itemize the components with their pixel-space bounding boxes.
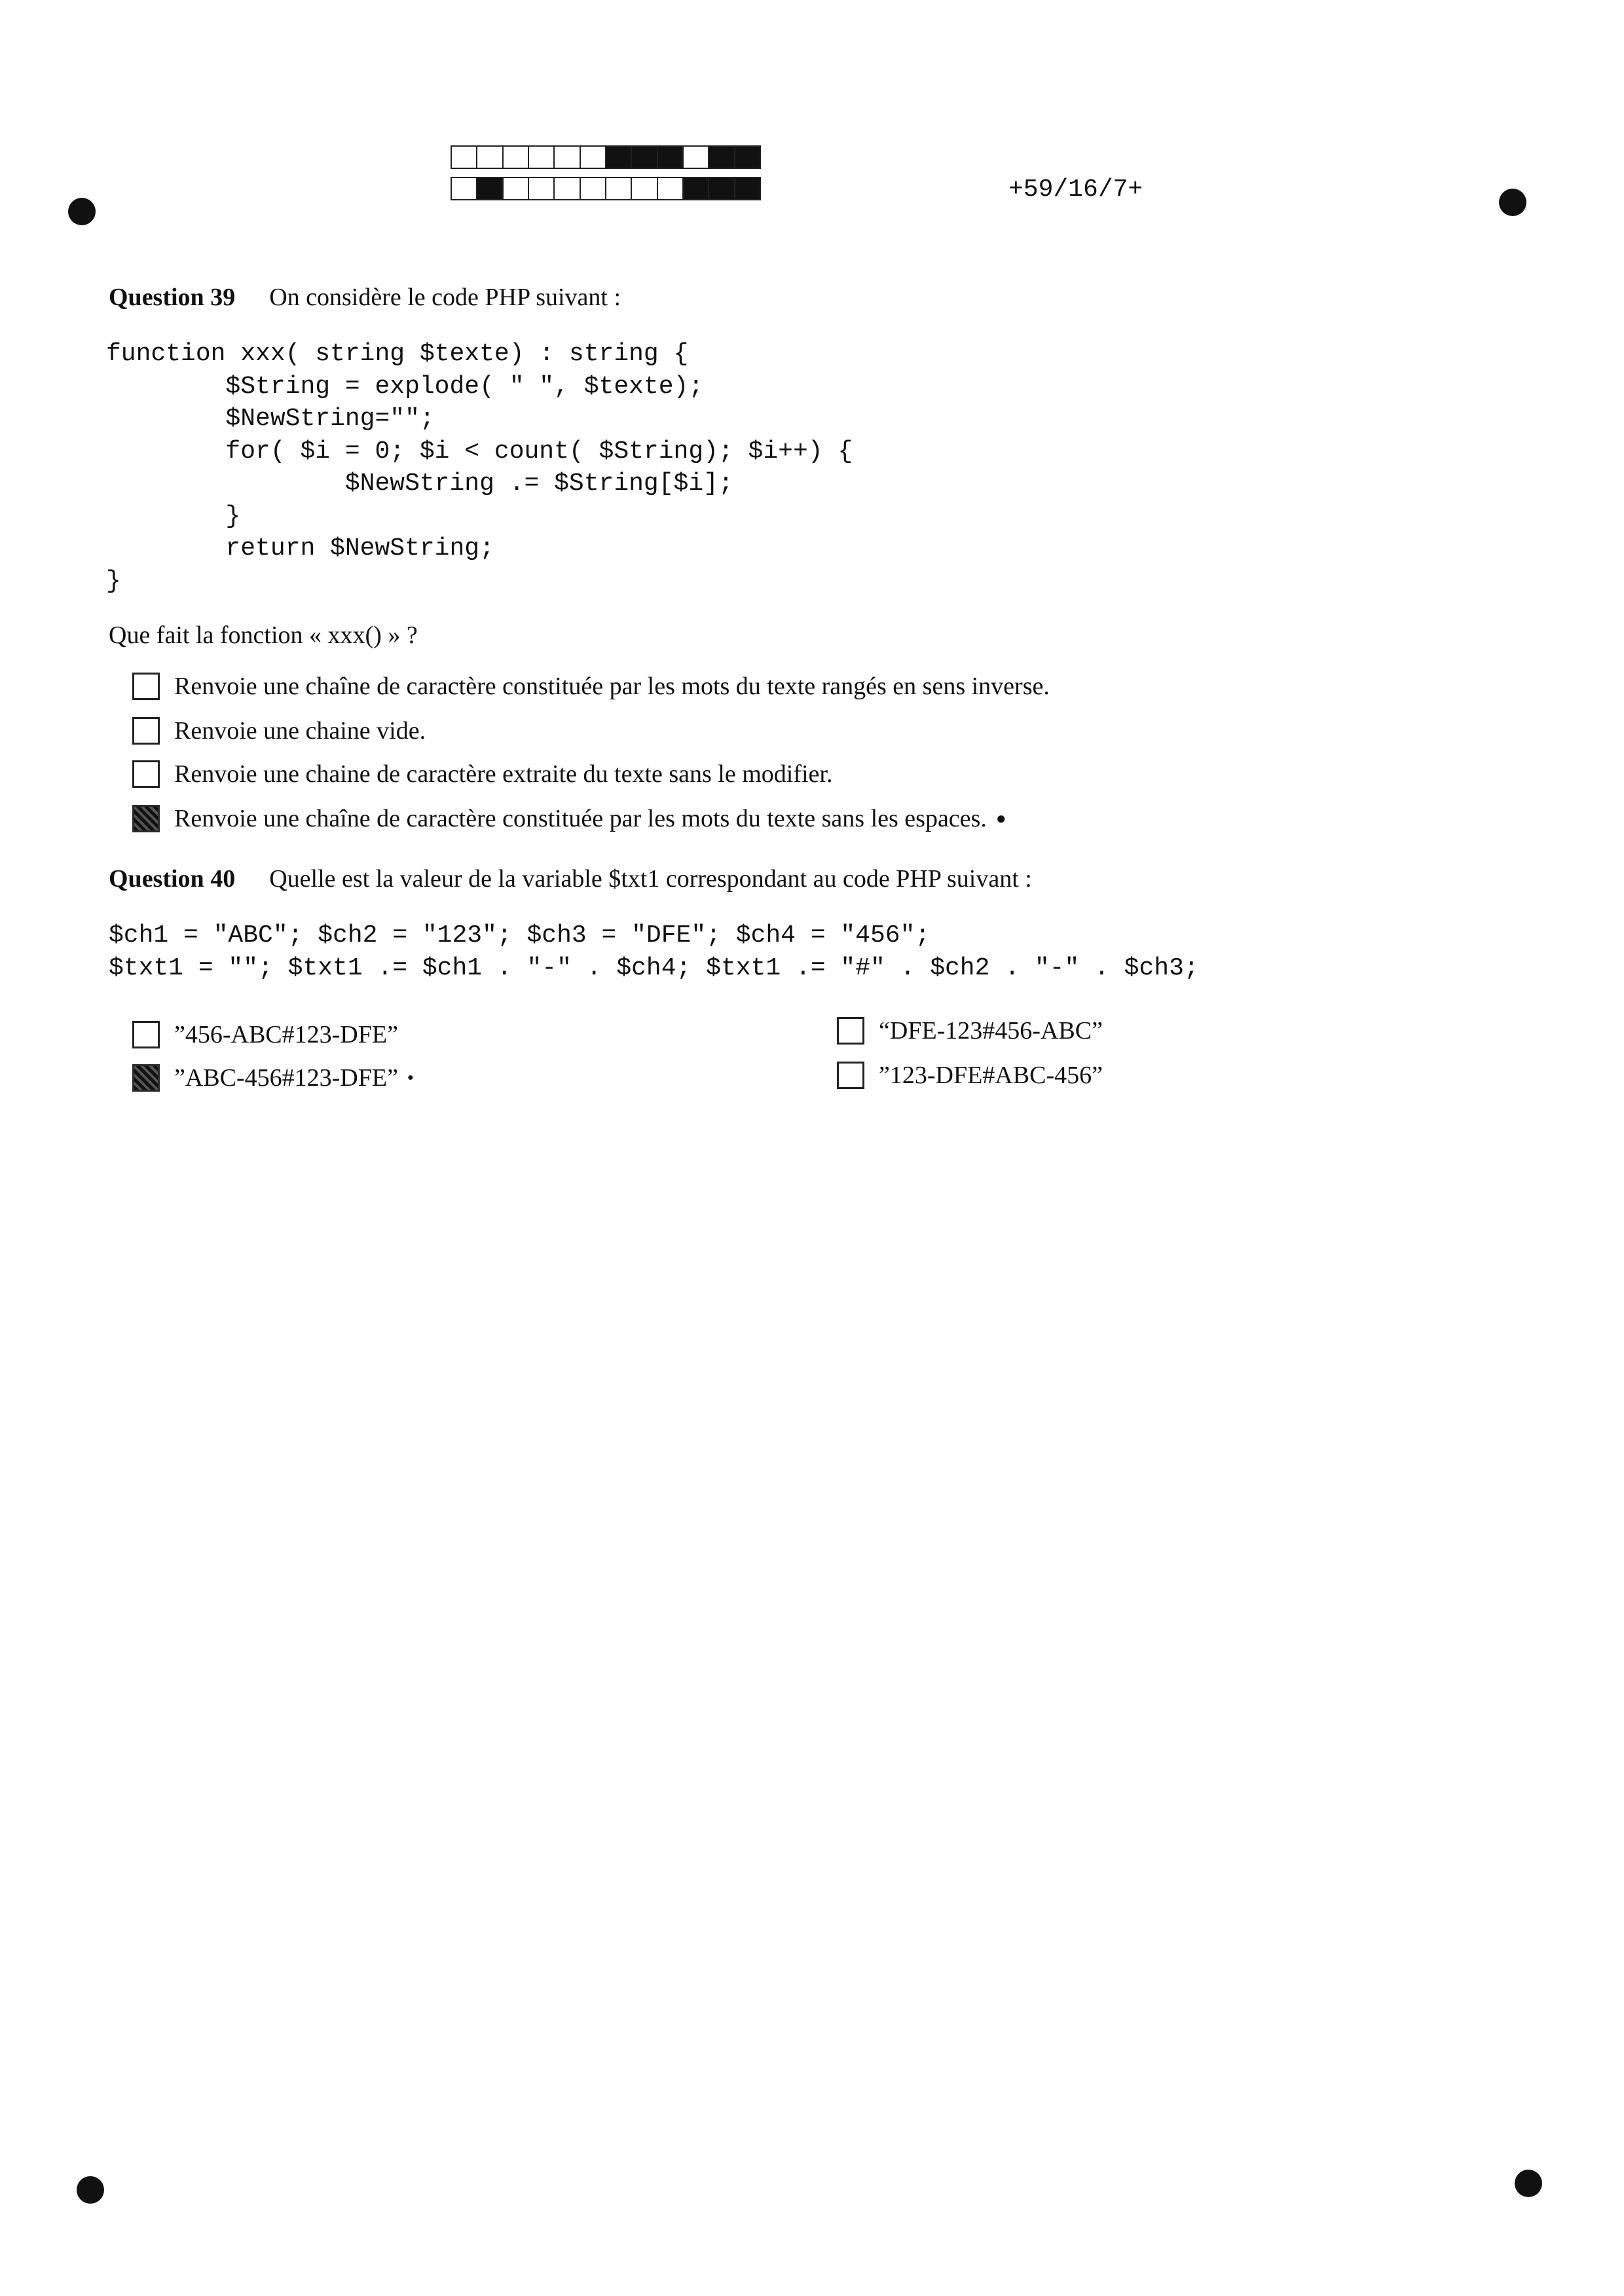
barcode-cell [605, 145, 632, 169]
option-text: ”456-ABC#123-DFE” [174, 1021, 398, 1048]
option-text: ”123-DFE#ABC-456” [879, 1062, 1103, 1089]
barcode-cell [734, 145, 761, 169]
option-text: “DFE-123#456-ABC” [879, 1017, 1103, 1045]
barcode-cell [528, 177, 555, 200]
pen-mark: ● [407, 1072, 414, 1083]
q39-option-3[interactable] [132, 760, 832, 788]
barcode-cell [451, 177, 477, 200]
checkbox[interactable] [132, 717, 160, 745]
checkbox[interactable] [837, 1017, 864, 1045]
question-39-header [109, 283, 621, 312]
barcode-cell [580, 145, 606, 169]
barcode-cell [682, 177, 709, 200]
barcode-cell [476, 145, 503, 169]
pen-mark: ● [995, 809, 1006, 828]
q39-option-2[interactable] [132, 716, 426, 745]
registration-dot-top-right [1499, 189, 1526, 216]
barcode-cell [502, 177, 529, 200]
q40-option-3[interactable] [837, 1016, 1103, 1045]
checkbox-checked[interactable] [132, 805, 160, 832]
question-label: Question 40 [109, 865, 236, 893]
page-id: +59/16/7+ [1008, 176, 1143, 204]
barcode-cell [708, 177, 735, 200]
option-text: Renvoie une chaine de caractère extraite du texte sans le modifier. [174, 760, 833, 788]
barcode-cell [451, 145, 477, 169]
q40-option-1[interactable] [132, 1020, 398, 1049]
option-text: Renvoie une chaîne de caractère constituée par les mots du texte sans les espaces. [174, 805, 987, 832]
checkbox[interactable] [837, 1062, 864, 1089]
question-label: Question 39 [109, 284, 236, 311]
barcode-cell [553, 177, 580, 200]
barcode-cell [502, 145, 529, 169]
barcode-cell [528, 145, 555, 169]
checkbox[interactable] [132, 673, 160, 700]
option-text: Renvoie une chaine vide. [174, 717, 426, 745]
registration-dot-bottom-right [1515, 2170, 1542, 2197]
barcode-row-2 [451, 177, 760, 200]
question-text: On considère le code PHP suivant : [269, 284, 621, 311]
question-40-header [109, 864, 1032, 893]
barcode-cell [657, 177, 684, 200]
checkbox[interactable] [132, 760, 160, 788]
barcode-cell [476, 177, 503, 200]
q40-option-4[interactable] [837, 1061, 1103, 1090]
option-text: ”ABC-456#123-DFE” [174, 1064, 398, 1092]
q40-option-2[interactable] [132, 1064, 414, 1092]
registration-dot-bottom-left [77, 2176, 104, 2204]
barcode-cell [682, 145, 709, 169]
q39-option-1[interactable] [132, 672, 1050, 701]
barcode-cell [631, 145, 657, 169]
barcode-cell [553, 145, 580, 169]
barcode-cell [580, 177, 606, 200]
question-text: Quelle est la valeur de la variable $txt1 correspondant au code PHP suivant : [269, 865, 1032, 893]
checkbox-checked[interactable] [132, 1064, 160, 1092]
q39-option-4[interactable] [132, 804, 1006, 833]
question-39-code: function xxx( string $texte) : string { $String = explode( " ", $texte); $NewString=""; for( $i = 0; $i < count( $String); $i++) { $NewString .= $String[$i]; } return $NewString; } [106, 340, 853, 595]
barcode-row-1 [451, 145, 760, 169]
barcode-cell [631, 177, 657, 200]
barcode-cell [734, 177, 761, 200]
checkbox[interactable] [132, 1021, 160, 1048]
barcode-cell [657, 145, 684, 169]
question-40-code: $ch1 = "ABC"; $ch2 = "123"; $ch3 = "DFE"; $ch4 = "456"; $txt1 = ""; $txt1 .= $ch1 . "-" . $ch4; $txt1 .= "#" . $ch2 . "-" . $ch3; [109, 921, 1199, 982]
registration-dot-top-left [68, 198, 96, 225]
barcode-cell [708, 145, 735, 169]
question-39-prompt: Que fait la fonction « xxx() » ? [109, 621, 418, 649]
option-text: Renvoie une chaîne de caractère constituée par les mots du texte rangés en sens inverse. [174, 673, 1050, 700]
barcode-cell [605, 177, 632, 200]
